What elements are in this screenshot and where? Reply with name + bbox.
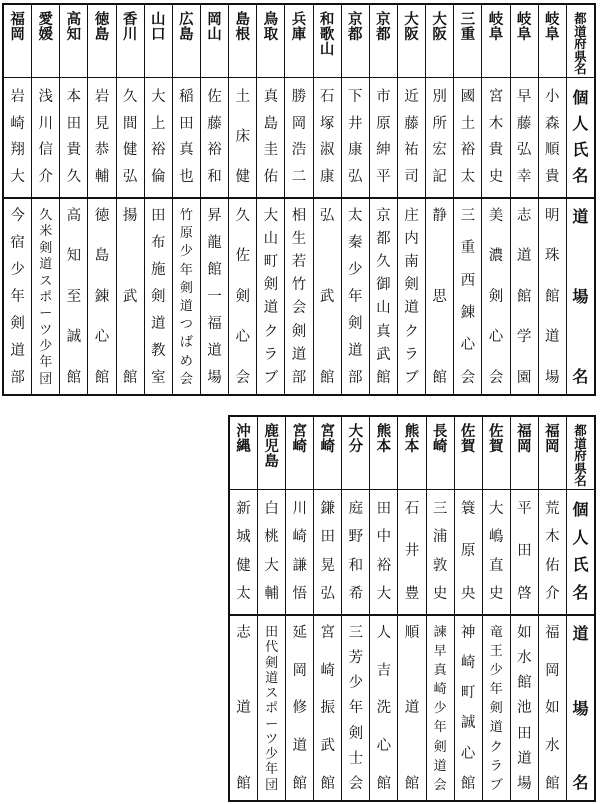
dojo-name-cell: 諫 早 真 崎 少 年 剣 道 会 [427,614,454,800]
person-name-cell: 土 床 健 [229,77,256,197]
dojo-name-cell: 揚 武 館 [117,197,144,394]
person-name-cell: 庭 野 和 希 [342,489,369,614]
prefecture-cell: 熊 本 [404,424,420,456]
dojo-name-cell: 弘 武 館 [314,197,341,394]
header-column [566,417,594,800]
prefecture-cell: 三 重 [460,12,476,44]
entry-column [397,417,425,800]
dojo-name-cell: 高 知 至 誠 館 [60,197,87,394]
entry-column [59,5,87,394]
entry-column [510,417,538,800]
header-prefecture: 都 道 府 県 名 [574,423,587,488]
dojo-name-cell: 久 佐 剣 心 会 [229,197,256,394]
entry-column [31,5,59,394]
person-name-cell: 早 藤 弘 幸 [511,77,538,197]
dojo-name-cell: 相 生 若 竹 会 剣 道 部 [285,197,312,394]
entry-column [425,5,453,394]
header-person-name: 個 人 氏 名 [567,489,594,614]
header-person-name: 個 人 氏 名 [567,77,594,197]
person-name-cell: 新 城 健 太 [230,489,257,614]
prefecture-cell: 佐 賀 [460,424,476,456]
header-dojo-name: 道 場 名 [567,614,594,800]
prefecture-cell: 山 口 [151,12,166,44]
entry-column [257,417,285,800]
entry-column [482,417,510,800]
dojo-name-cell: 明 珠 館 道 場 [539,197,566,394]
entry-column [369,417,397,800]
person-name-cell: 近 藤 祐 司 [398,77,425,197]
dojo-name-cell: 福 岡 如 水 館 [539,614,566,800]
prefecture-cell: 福 岡 [10,12,25,44]
dojo-name-cell: 久 米 剣 道 ス ポ ー ツ 少 年 団 [32,197,59,394]
dojo-table-bottom [228,415,596,802]
entry-column [313,417,341,800]
person-name-cell: 大 嶋 直 史 [483,489,510,614]
entry-column [230,417,257,800]
prefecture-cell: 宮 崎 [292,424,307,456]
prefecture-cell: 愛 媛 [38,12,53,44]
entry-column [144,5,172,394]
header-column [566,5,594,394]
prefecture-cell: 高 知 [66,12,82,44]
person-name-cell: 小 森 順 貴 [539,77,566,197]
prefecture-cell: 大 阪 [432,12,447,44]
person-name-cell: 宮 木 貴 史 [482,77,509,197]
person-name-cell: 大 上 裕 倫 [145,77,172,197]
person-name-cell: 佐 藤 裕 和 [201,77,228,197]
entry-column [538,417,566,800]
dojo-name-cell: 如 水 館 池 田 道 場 [511,614,538,800]
dojo-name-cell: 竹 原 少 年 剣 道 つ ば め 会 [173,197,200,394]
person-name-cell: 田 中 裕 大 [370,489,397,614]
prefecture-cell: 徳 島 [94,12,110,44]
person-name-cell: 三 浦 敦 史 [427,489,454,614]
dojo-name-cell: 大 山 町 剣 道 ク ラ ブ [257,197,284,394]
dojo-name-cell: 庄 内 南 剣 道 ク ラ ブ [398,197,425,394]
prefecture-cell: 大 阪 [404,12,419,44]
dojo-name-cell: 三 重 西 錬 心 会 [454,197,481,394]
prefecture-cell: 大 分 [348,424,364,456]
prefecture-cell: 岐 阜 [516,12,532,44]
prefecture-cell: 沖 縄 [236,424,251,456]
prefecture-cell: 岡 山 [207,12,222,44]
entry-column [426,417,454,800]
prefecture-cell: 和 歌 山 [319,12,335,59]
dojo-table-top [2,3,596,396]
prefecture-cell: 長 崎 [432,424,448,456]
entry-column [116,5,144,394]
person-name-cell: 市 原 紳 平 [370,77,397,197]
dojo-name-cell: 延 岡 修 道 館 [286,614,313,800]
dojo-name-cell: 竜 王 少 年 剣 道 ク ラ ブ [483,614,510,800]
prefecture-cell: 鳥 取 [263,12,279,44]
dojo-name-cell: 人 吉 洗 心 館 [370,614,397,800]
prefecture-cell: 佐 賀 [488,424,504,456]
entry-column [481,5,509,394]
dojo-name-cell: 志 道 館 [230,614,257,800]
entry-column [4,5,31,394]
entry-column [284,5,312,394]
person-name-cell: 國 土 裕 太 [454,77,481,197]
prefecture-cell: 島 根 [235,12,250,44]
prefecture-cell: 宮 崎 [320,424,336,456]
person-name-cell: 稲 田 真 也 [173,77,200,197]
person-name-cell: 別 所 宏 記 [426,77,453,197]
person-name-cell: 勝 岡 浩 二 [285,77,312,197]
entry-column [256,5,284,394]
person-name-cell: 石 井 豊 [398,489,425,614]
entry-column [397,5,425,394]
person-name-cell: 岩 見 恭 輔 [88,77,115,197]
entry-column [510,5,538,394]
dojo-name-cell: 京 都 久 御 山 真 武 館 [370,197,397,394]
person-name-cell: 本 田 貴 久 [60,77,87,197]
person-name-cell: 石 塚 淑 康 [314,77,341,197]
prefecture-cell: 兵 庫 [291,12,307,44]
entry-column [172,5,200,394]
prefecture-cell: 広 島 [179,12,194,44]
person-name-cell: 鎌 田 晃 弘 [314,489,341,614]
person-name-cell: 浅 川 信 介 [32,77,59,197]
entry-column [453,5,481,394]
person-name-cell: 白 桃 大 輔 [258,489,285,614]
person-name-cell: 久 間 健 弘 [117,77,144,197]
prefecture-cell: 熊 本 [376,424,392,456]
prefecture-cell: 京 都 [348,12,363,44]
dojo-name-cell: 今 宿 少 年 剣 道 部 [4,197,31,394]
person-name-cell: 川 崎 謙 悟 [286,489,313,614]
dojo-name-cell: 神 崎 町 誠 心 館 [455,614,482,800]
entry-column [341,417,369,800]
dojo-name-cell: 美 濃 剣 心 会 [482,197,509,394]
dojo-name-cell: 太 秦 少 年 剣 道 部 [342,197,369,394]
prefecture-cell: 福 岡 [545,424,560,456]
dojo-name-cell: 宮 崎 振 武 館 [314,614,341,800]
person-name-cell: 簑 原 央 [455,489,482,614]
prefecture-cell: 香 川 [122,12,138,44]
person-name-cell: 平 田 啓 [511,489,538,614]
dojo-name-cell: 田 代 剣 道 ス ポ ー ツ 少 年 団 [258,614,285,800]
prefecture-cell: 福 岡 [517,424,532,456]
dojo-name-cell: 田 布 施 剣 道 教 室 [145,197,172,394]
entry-column [341,5,369,394]
entry-column [200,5,228,394]
prefecture-cell: 岐 阜 [544,12,560,44]
entry-column [87,5,115,394]
entry-column [454,417,482,800]
entry-column [313,5,341,394]
dojo-name-cell: 志 道 館 学 園 [511,197,538,394]
dojo-name-cell: 順 道 館 [398,614,425,800]
header-dojo-name: 道 場 名 [567,197,594,394]
entry-column [228,5,256,394]
dojo-name-cell: 静 思 館 [426,197,453,394]
dojo-name-cell: 三 芳 少 年 剣 士 会 [342,614,369,800]
prefecture-cell: 岐 阜 [488,12,504,44]
prefecture-cell: 京 都 [376,12,391,44]
entry-column [369,5,397,394]
dojo-name-cell: 徳 島 錬 心 館 [88,197,115,394]
entry-column [285,417,313,800]
person-name-cell: 下 井 康 弘 [342,77,369,197]
entry-column [538,5,566,394]
person-name-cell: 岩 崎 翔 大 [4,77,31,197]
header-prefecture: 都 道 府 県 名 [574,11,587,76]
person-name-cell: 荒 木 佑 介 [539,489,566,614]
dojo-name-cell: 昇 龍 館 一 福 道 場 [201,197,228,394]
person-name-cell: 真 島 圭 佑 [257,77,284,197]
prefecture-cell: 鹿 児 島 [264,424,279,471]
